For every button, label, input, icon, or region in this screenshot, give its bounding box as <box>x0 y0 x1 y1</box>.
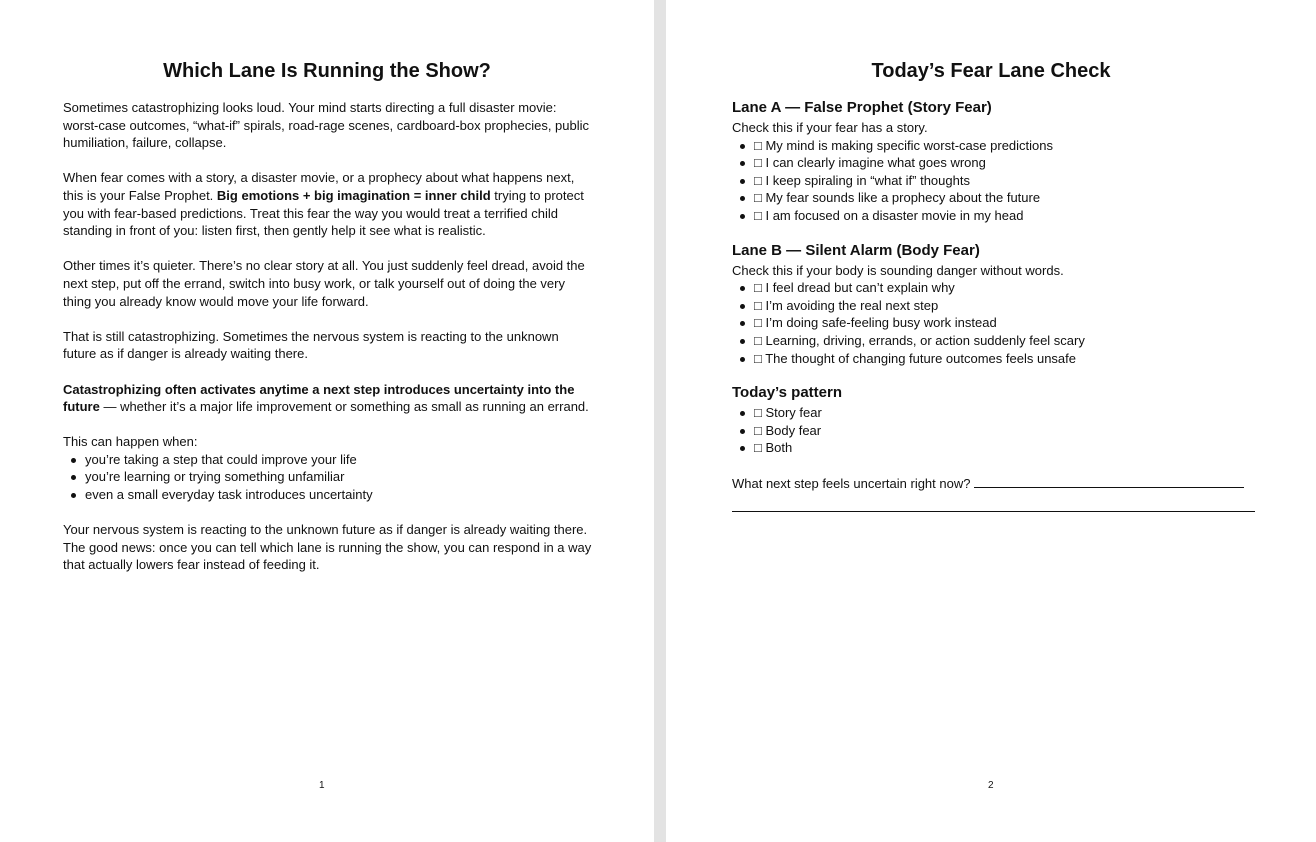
checklist-item: □ Story fear <box>732 404 1260 422</box>
checklist <box>732 279 1260 367</box>
checklist-item: □ Learning, driving, errands, or action suddenly feel scary <box>732 332 1260 350</box>
page-number: 1 <box>319 780 325 791</box>
checklist-item: □ I can clearly imagine what goes wrong <box>732 154 1260 172</box>
paragraph <box>63 169 593 239</box>
checklist <box>732 404 1260 457</box>
section-intro: Check this if your fear has a story. <box>732 120 928 135</box>
paragraph: That is still catastrophizing. Sometimes the nervous system is reacting to the unknown future as if danger is already waiting there. <box>63 328 559 362</box>
answer-line-2[interactable] <box>732 492 1255 512</box>
checklist-item: □ I’m avoiding the real next step <box>732 297 1260 315</box>
page-body <box>732 98 1260 517</box>
checklist-item: □ Both <box>732 439 1260 457</box>
paragraph: This can happen when: <box>63 434 198 450</box>
page-title: Today’s Fear Lane Check <box>871 60 1111 82</box>
page-body <box>63 99 593 592</box>
section-heading: Lane A — False Prophet (Story Fear) <box>732 99 992 116</box>
paragraph <box>63 381 593 416</box>
lane-a-section <box>732 98 1260 225</box>
question-row <box>732 475 1260 493</box>
question-label: What next step feels uncertain right now? <box>732 475 971 491</box>
paragraph: Your nervous system is reacting to the unknown future as if danger is already waiting there. The good news: once you can tell which lane is running the show, you can respond in a way that actually lowers fear instead of feeding it. <box>63 522 592 573</box>
bullet-list <box>63 451 593 504</box>
section-heading: Lane B — Silent Alarm (Body Fear) <box>732 241 980 259</box>
bold-text: Big emotions + big imagination = inner child <box>216 187 491 203</box>
section-intro: Check this if your body is sounding danger without words. <box>732 262 1064 278</box>
list-item: you’re taking a step that could improve your life <box>63 451 593 469</box>
page-2 <box>666 0 1316 842</box>
text: When fear comes with a story, a disaster movie, or a prophecy about what happens next, this is your False Prophet. <box>63 170 575 203</box>
checklist-item: □ I keep spiraling in “what if” thoughts <box>732 172 1260 190</box>
checklist-item: □ My fear sounds like a prophecy about the future <box>732 189 1260 207</box>
section-heading: Today’s pattern <box>732 384 843 402</box>
list-item: you’re learning or trying something unfamiliar <box>63 468 593 486</box>
checklist-item: □ The thought of changing future outcomes feels unsafe <box>732 350 1260 368</box>
pattern-section <box>732 383 1260 457</box>
page-number: 2 <box>988 780 994 791</box>
checklist-item: □ I feel dread but can’t explain why <box>732 279 1260 297</box>
page-title: Which Lane Is Running the Show? <box>163 60 491 82</box>
list-item: even a small everyday task introduces uncertainty <box>63 486 593 504</box>
checklist-item: □ Body fear <box>732 422 1260 440</box>
checklist <box>732 137 1260 225</box>
text: trying to protect you with fear-based predictions. Treat this fear the way you would treat a terrified child standing in front of you: listen first, then gently help it see what is realistic. <box>63 187 584 239</box>
bold-text: Catastrophizing often activates anytime a next step introduces uncertainty into the future <box>63 381 575 415</box>
page-1 <box>0 0 654 842</box>
lane-b-section <box>732 241 1260 368</box>
answer-line[interactable] <box>974 476 1244 488</box>
paragraph: Other times it’s quieter. There’s no clear story at all. You just suddenly feel dread, avoid the next step, put off the errand, switch into busy work, or talk yourself out of doing the very thing you already know would move your life forward. <box>63 258 585 309</box>
checklist-item: □ My mind is making specific worst-case predictions <box>732 137 1260 155</box>
checklist-item: □ I am focused on a disaster movie in my head <box>732 207 1260 225</box>
paragraph: Sometimes catastrophizing looks loud. Your mind starts directing a full disaster movie: worst-case outcomes, “what-if” spirals, road-rage scenes, cardboard-box prophecies, public humiliation, failure, collapse. <box>63 100 590 151</box>
checklist-item: □ I’m doing safe-feeling busy work instead <box>732 314 1260 332</box>
text: — whether it’s a major life improvement or something as small as running an errand. <box>99 399 589 415</box>
